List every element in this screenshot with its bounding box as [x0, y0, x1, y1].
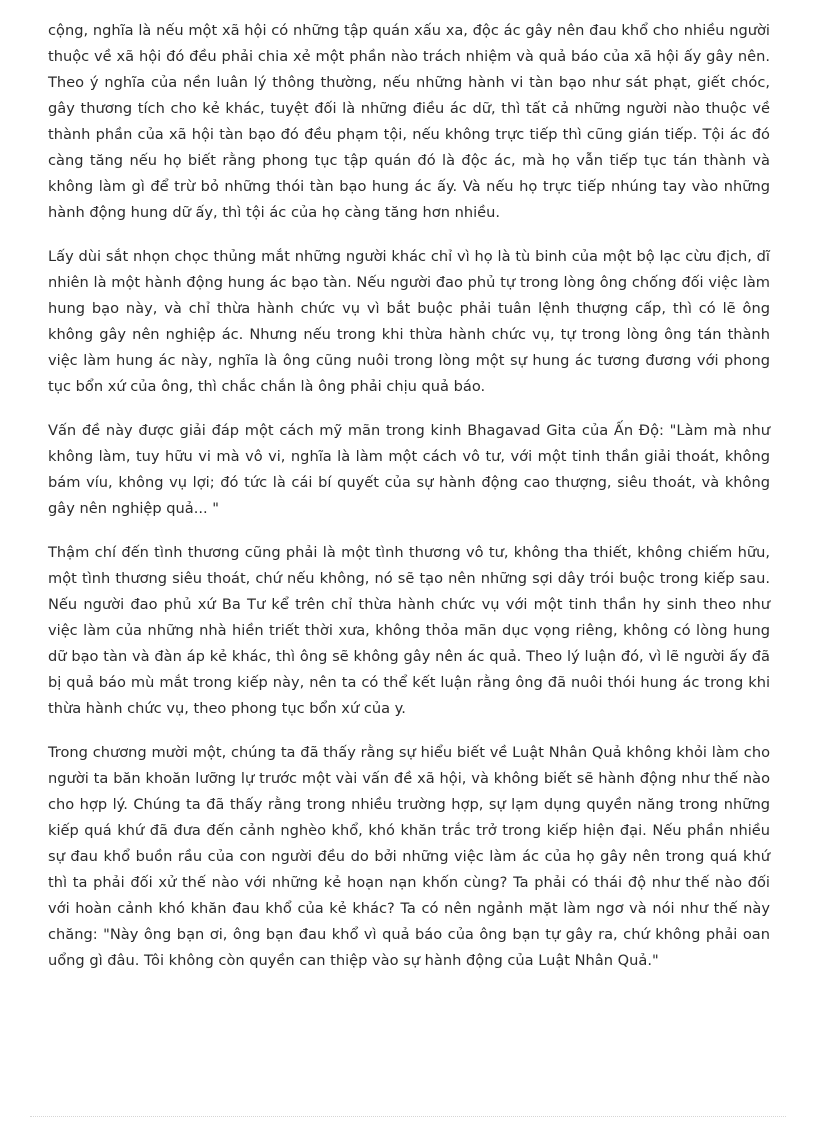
paragraph-1: cộng, nghĩa là nếu một xã hội có những tập quán xấu xa, độc ác gây nên đau khổ cho nhiều người thuộc về xã hội đó đều phải chia xẻ một phần nào trách nhiệm và quả báo của xã hội ấy gây nên. Theo ý nghĩa của nền luân lý thông thường, nếu những hành vi tàn bạo như sát phạt, giết chóc, gây thương tích cho kẻ khác, tuyệt đối là những điều ác dữ, thì tất cả những người nào thuộc về thành phần của xã hội tàn bạo đó đều phạm tội, nếu không trực tiếp thì cũng gián tiếp. Tội ác đó càng tăng nếu họ biết rằng phong tục tập quán đó là độc ác, mà họ vẫn tiếp tục tán thành và không làm gì để trừ bỏ những thói tàn bạo hung ác ấy. Và nếu họ trực tiếp nhúng tay vào những hành động hung dữ ấy, thì tội ác của họ càng tăng hơn nhiều. [48, 22, 770, 221]
paragraph-5: Trong chương mười một, chúng ta đã thấy rằng sự hiểu biết về Luật Nhân Quả không khỏi làm cho người ta băn khoăn lưỡng lự trước một vài vấn đề xã hội, và không biết sẽ hành động như thế nào cho hợp lý. Chúng ta đã thấy rằng trong nhiều trường hợp, sự lạm dụng quyền năng trong những kiếp quá khứ đã đưa đến cảnh nghèo khổ, khó khăn trắc trở trong kiếp hiện đại. Nếu phần nhiều sự đau khổ buồn rầu của con người đều do bởi những việc làm ác của họ gây nên trong quá khứ thì ta phải đối xử thế nào với những kẻ hoạn nạn khốn cùng? Ta phải có thái độ như thế nào đối với hoàn cảnh khó khăn đau khổ của kẻ khác? Ta có nên ngảnh mặt làm ngơ và nói như thế này chăng: "Này ông bạn ơi, ông bạn đau khổ vì quả báo của ông bạn tự gây ra, chứ không phải oan uổng gì đâu. Tôi không còn quyền can thiệp vào sự hành động của Luật Nhân Quả." [48, 744, 770, 969]
page-bottom-divider [30, 1116, 786, 1117]
paragraph-2: Lấy dùi sắt nhọn chọc thủng mắt những người khác chỉ vì họ là tù binh của một bộ lạc cừu địch, dĩ nhiên là một hành động hung ác bạo tàn. Nếu người đao phủ tự trong lòng ông chống đối việc làm hung bạo này, và chỉ thừa hành chức vụ vì bắt buộc phải tuân lệnh thượng cấp, thì có lẽ ông không gây nên nghiệp ác. Nhưng nếu trong khi thừa hành chức vụ, tự trong lòng ông tán thành việc làm hung ác này, nghĩa là ông cũng nuôi trong lòng một sự hung ác tương đương với phong tục bổn xứ của ông, thì chắc chắn là ông phải chịu quả báo. [48, 248, 770, 395]
paragraph-4: Thậm chí đến tình thương cũng phải là một tình thương vô tư, không tha thiết, không chiếm hữu, một tình thương siêu thoát, chứ nếu không, nó sẽ tạo nên những sợi dây trói buộc trong kiếp sau. Nếu người đao phủ xứ Ba Tư kể trên chỉ thừa hành chức vụ với một tinh thần hy sinh theo như việc làm của những nhà hiền triết thời xưa, không thỏa mãn dục vọng riêng, không có lòng hung dữ bạo tàn và đàn áp kẻ khác, thì ông sẽ không gây nên ác quả. Theo lý luận đó, vì lẽ người ấy đã bị quả báo mù mắt trong kiếp này, nên ta có thể kết luận rằng ông đã nuôi thói hung ác trong khi thừa hành chức vụ, theo phong tục bổn xứ của y. [48, 544, 770, 717]
paragraph-3: Vấn đề này được giải đáp một cách mỹ mãn trong kinh Bhagavad Gita của Ấn Độ: "Làm mà như không làm, tuy hữu vi mà vô vi, nghĩa là làm một cách vô tư, với một tinh thần giải thoát, không bám víu, không vụ lợi; đó tức là cái bí quyết của sự hành động cao thượng, siêu thoát, và không gây nên nghiệp quả... " [48, 422, 770, 517]
document-body [48, 18, 770, 992]
